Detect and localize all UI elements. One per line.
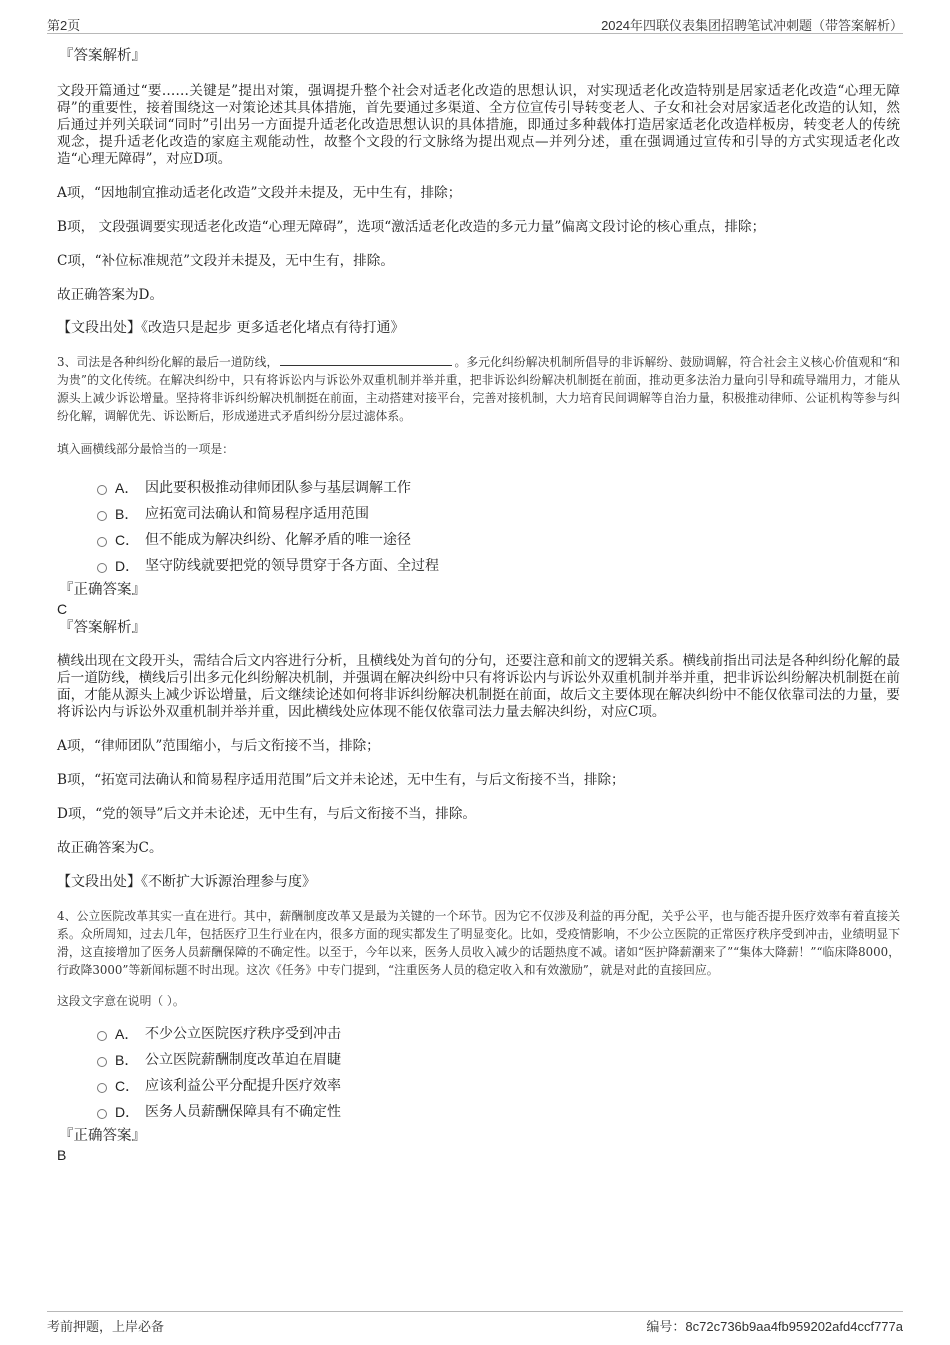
q3-item-a: A项，“律师团队”范围缩小，与后文衔接不当，排除； bbox=[57, 738, 380, 754]
q3-option-c[interactable]: C． 但不能成为解决纠纷、化解矛盾的唯一途径 bbox=[57, 527, 900, 553]
q3-prompt: 填入画横线部分最恰当的一项是： bbox=[57, 442, 234, 456]
footer-slogan: 考前押题，上岸必备 bbox=[47, 1319, 165, 1334]
q3-option-b[interactable]: B． 应拓宽司法确认和简易程序适用范围 bbox=[57, 501, 900, 527]
prev-conclusion: 故正确答案为D。 bbox=[57, 287, 164, 303]
radio-icon[interactable] bbox=[97, 1057, 107, 1067]
prev-item-c: C项，“补位标准规范”文段并未提及，无中生有，排除。 bbox=[57, 253, 394, 269]
radio-icon[interactable] bbox=[97, 1031, 107, 1041]
page-footer bbox=[47, 1311, 903, 1336]
prev-item-a: A项，“因地制宜推动适老化改造”文段并未提及，无中生有，排除； bbox=[57, 185, 462, 201]
q3-stem-rest: 。多元化纠纷解决机制所倡导的非诉解纷、鼓励调解，符合社会主义核心价值观和“和为贵”的文化传统。在解决纠纷中，只有将诉讼内与诉讼外双重机制并举并重，把非诉讼纠纷解决机制挺在前面，推动更多法治力量向引导和疏导端用力，才能从源头上减少诉讼增量。坚持将非诉纠纷解决机制挺在前面，主动搭建对接平台，完善对接机制，大力培育民间调解等自治力量，积极推动律师、公证机构等参与纠纷化解，调解优先、诉讼断后，形成递进式矛盾纠纷分层过滤体系。 bbox=[57, 355, 900, 423]
q3-source: 【文段出处】《不断扩大诉源治理参与度》 bbox=[57, 874, 316, 890]
q3-blank-line bbox=[280, 353, 452, 366]
prev-explanation-paragraph: 文段开篇通过“要……关键是”提出对策，强调提升整个社会对适老化改造的思想认识，对实现适老化改造特别是居家适老化改造“心理无障碍”的重要性，接着围绕这一对策论述其具体措施，首先要通过多渠道、全方位宣传引导转变老人、子女和社会对居家适老化改造的认知，然后通过并列关联词“同时”引出另一方面提升适老化改造思想认识的具体措施，即通过多种载体打造居家适老化改造样板房，转变老人的传统观念，提升适老化改造的家庭主观能动性，故整个文段的行文脉络为提出观点—并列分述，重在强调通过宣传和引导的方式实现适老化改造“心理无障碍”，对应D项。 bbox=[57, 83, 900, 167]
document-title: 2024年四联仪表集团招聘笔试冲刺题（带答案解析） bbox=[601, 18, 903, 33]
q3-options bbox=[57, 475, 900, 579]
page-content bbox=[57, 44, 900, 1165]
q3-stem bbox=[57, 353, 900, 425]
radio-icon[interactable] bbox=[97, 485, 107, 495]
q4-options bbox=[57, 1021, 900, 1125]
q4-option-d[interactable]: D． 医务人员薪酬保障具有不确定性 bbox=[57, 1099, 900, 1125]
prev-item-b: B项， 文段强调要实现适老化改造“心理无障碍”，选项“激活适老化改造的多元力量”偏离文段讨论的核心重点，排除； bbox=[57, 219, 766, 235]
q3-option-a[interactable]: A． 因此要积极推动律师团队参与基层调解工作 bbox=[57, 475, 900, 501]
q3-option-d[interactable]: D． 坚守防线就要把党的领导贯穿于各方面、全过程 bbox=[57, 553, 900, 579]
q3-conclusion: 故正确答案为C。 bbox=[57, 840, 163, 856]
radio-icon[interactable] bbox=[97, 1109, 107, 1119]
q3-answer: C bbox=[57, 601, 68, 617]
q4-option-c[interactable]: C． 应该利益公平分配提升医疗效率 bbox=[57, 1073, 900, 1099]
q3-stem-start: 3、司法是各种纠纷化解的最后一道防线， bbox=[57, 355, 279, 369]
q4-option-a[interactable]: A． 不少公立医院医疗秩序受到冲击 bbox=[57, 1021, 900, 1047]
q4-prompt: 这段文字意在说明（ ）。 bbox=[57, 994, 185, 1008]
radio-icon[interactable] bbox=[97, 511, 107, 521]
q3-item-d: D项，“党的领导”后文并未论述，无中生有，与后文衔接不当，排除。 bbox=[57, 806, 477, 822]
q4-option-b[interactable]: B． 公立医院薪酬制度改革迫在眉睫 bbox=[57, 1047, 900, 1073]
q3-answer-label: 『正确答案』 bbox=[59, 582, 146, 598]
q4-answer: B bbox=[57, 1147, 67, 1163]
q3-explanation-label: 『答案解析』 bbox=[59, 620, 146, 636]
q4-stem: 4、公立医院改革其实一直在进行。其中，薪酬制度改革又是最为关键的一个环节。因为它不仅涉及利益的再分配，关乎公平，也与能否提升医疗效率有着直接关系。众所周知，过去几年，包括医疗卫生行业在内，很多方面的现实都发生了明显变化。比如，受疫情影响，不少公立医院的正常医疗秩序受到冲击，业绩明显下滑，这直接增加了医务人员薪酬保障的不确定性。以至于，今年以来，医务人员收入减少的话题热度不减。诸如“医护降薪潮来了”“集体大降薪！”“临床降8000，行政降3000”等新闻标题不时出现。这次《任务》中专门提到，“注重医务人员的稳定收入和有效激励”，就是对此的直接回应。 bbox=[57, 909, 900, 977]
page-header bbox=[47, 13, 903, 34]
radio-icon[interactable] bbox=[97, 563, 107, 573]
radio-icon[interactable] bbox=[97, 1083, 107, 1093]
prev-explanation-label: 『答案解析』 bbox=[59, 48, 146, 64]
q3-item-b: B项，“拓宽司法确认和简易程序适用范围”后文并未论述，无中生有，与后文衔接不当，排除； bbox=[57, 772, 625, 788]
document-code: 编号：8c72c736b9aa4fb959202afd4ccf777a bbox=[646, 1319, 903, 1334]
prev-source: 【文段出处】《改造只是起步 更多适老化堵点有待打通》 bbox=[57, 320, 405, 336]
q3-explanation: 横线出现在文段开头，需结合后文内容进行分析，且横线处为首句的分句，还要注意和前文的逻辑关系。横线前指出司法是各种纠纷化解的最后一道防线，横线后引出多元化纠纷解决机制，并强调在解决纠纷中只有将诉讼内与诉讼外双重机制并举并重，把非诉讼纠纷解决机制挺在前面，才能从源头上减少诉讼增量，后文继续论述如何将非诉纠纷解决机制挺在前面，故后文主要体现在解决纠纷中不能仅依靠司法的力量，要将诉讼内与诉讼外双重机制并举并重，因此横线处应体现不能仅依靠司法力量去解决纠纷，对应C项。 bbox=[57, 653, 900, 720]
q4-answer-label: 『正确答案』 bbox=[59, 1128, 146, 1144]
radio-icon[interactable] bbox=[97, 537, 107, 547]
page-number: 第2页 bbox=[47, 18, 81, 33]
